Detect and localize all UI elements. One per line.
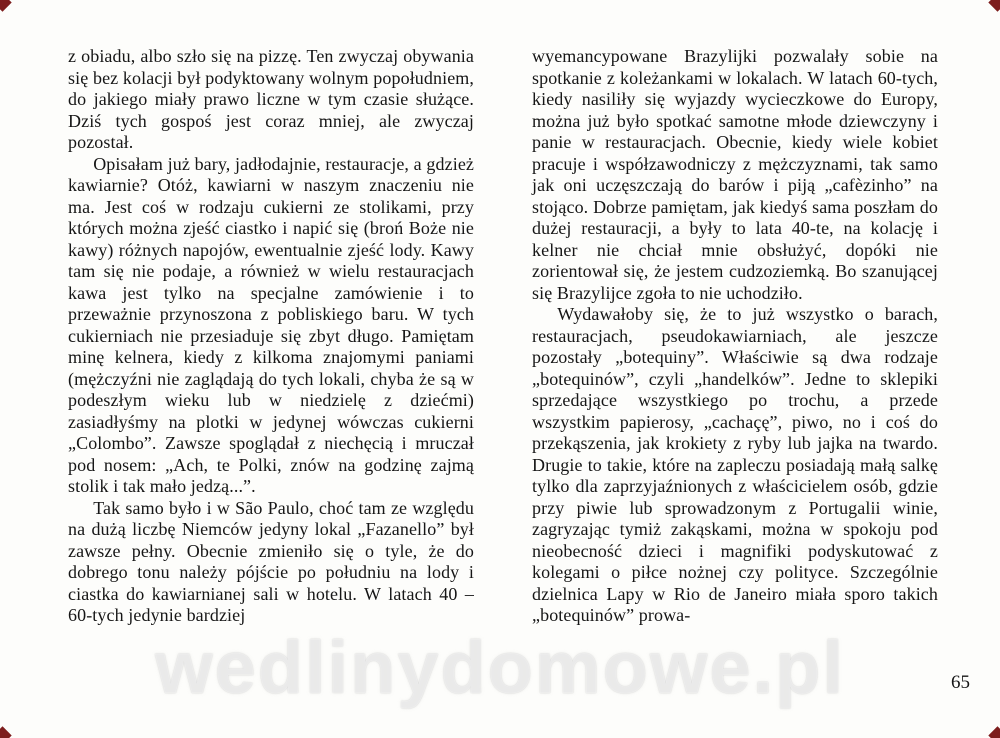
left-column (68, 46, 474, 627)
page-number: 65 (951, 672, 970, 693)
watermark: wedlinydomowe.pl (155, 626, 845, 709)
right-column (532, 46, 938, 627)
scan-corner-artifact (0, 726, 12, 738)
scan-corner-artifact (988, 726, 1000, 738)
scan-corner-artifact (988, 0, 1000, 12)
paragraph: Opisałam już bary, jadłodajnie, restauracje, a gdzież kawiarnie? Otóż, kawiarni w naszym znaczeniu nie ma. Jest coś w rodzaju cukierni ze stolikami, przy których można zjeść ciastko i napić się (broń Boże nie kawy) różnych napojów, ewentualnie zjeść lody. Kawy tam się nie podaje, a również w wielu restauracjach kawa jest tylko na specjalne zamówienie i to przeważnie przynoszona z pobliskiego baru. W tych cukierniach nie przesiaduje się zbyt długo. Pamiętam minę kelnera, kiedy z kilkoma znajomymi paniami (mężczyźni nie zaglądają do tych lokali, chyba że są w podeszłym wieku lub w niedzielę z dziećmi) zasiadłyśmy na plotki w jedynej wówczas cukierni „Colombo”. Zawsze spoglądał z niechęcią i mruczał pod nosem: „Ach, te Polki, znów na godzinę zajmą stolik i tak mało jedzą...”. (68, 153, 474, 496)
scan-corner-artifact (0, 0, 12, 12)
paragraph: wyemancypowane Brazylijki pozwalały sobie na spotkanie z koleżankami w lokalach. W latach 60-tych, kiedy nasiliły się wyjazdy wycieczkowe do Europy, można już było spotkać samotne młode dziewczyny i panie w restauracjach. Obecnie, kiedy wiele kobiet pracuje i współzawodniczy z mężczyznami, tak samo jak oni uczęszczają do barów i piją „cafèzinho” na stojąco. Dobrze pamiętam, jak kiedyś sama poszłam do dużej restauracji, a były to lata 40-te, na kolację i kelner nie chciał mnie obsłużyć, dopóki nie zorientował się, że jestem cudzoziemką. Bo szanującej się Brazylijce zgoła to nie uchodziło. (532, 46, 938, 303)
text-columns (68, 46, 938, 627)
paragraph: z obiadu, albo szło się na pizzę. Ten zwyczaj obywania się bez kolacji był podyktowany wolnym popołudniem, do jakiego miały prawo liczne w tym czasie służące. Dziś tych gospoś jest coraz mniej, ale zwyczaj pozostał. (68, 46, 474, 152)
paragraph: Tak samo było i w São Paulo, choć tam ze względu na dużą liczbę Niemców jedyny lokal „Fazanello” był zawsze pełny. Obecnie zmieniło się o tyle, że do dobrego tonu należy pójście po południu na lody i ciastka do kawiarnianej sali w hotelu. W latach 40 – 60-tych jedynie bardziej (68, 497, 474, 625)
paragraph: Wydawałoby się, że to już wszystko o barach, restauracjach, pseudokawiarniach, ale jeszcze pozostały „botequiny”. Właściwie są dwa rodzaje „botequinów”, czyli „handelków”. Jedne to sklepiki sprzedające wszystkiego po trochu, a przede wszystkim papierosy, „cachaçę”, piwo, no i coś do przekąszenia, jak krokiety z ryby lub jajka na twardo. Drugie to takie, które na zapleczu posiadają małą salkę tylko dla zaprzyjaźnionych z właścicielem osób, gdzie przy piwie lub sprowadzonym z Portugalii winie, zagryzając tymiż zakąskami, można w spokoju pod nieobecność dzieci i magnifiki podyskutować z kolegami o piłce nożnej czy polityce. Szczególnie dzielnica Lapy w Rio de Janeiro miała sporo takich „botequinów” prowa- (532, 304, 938, 625)
